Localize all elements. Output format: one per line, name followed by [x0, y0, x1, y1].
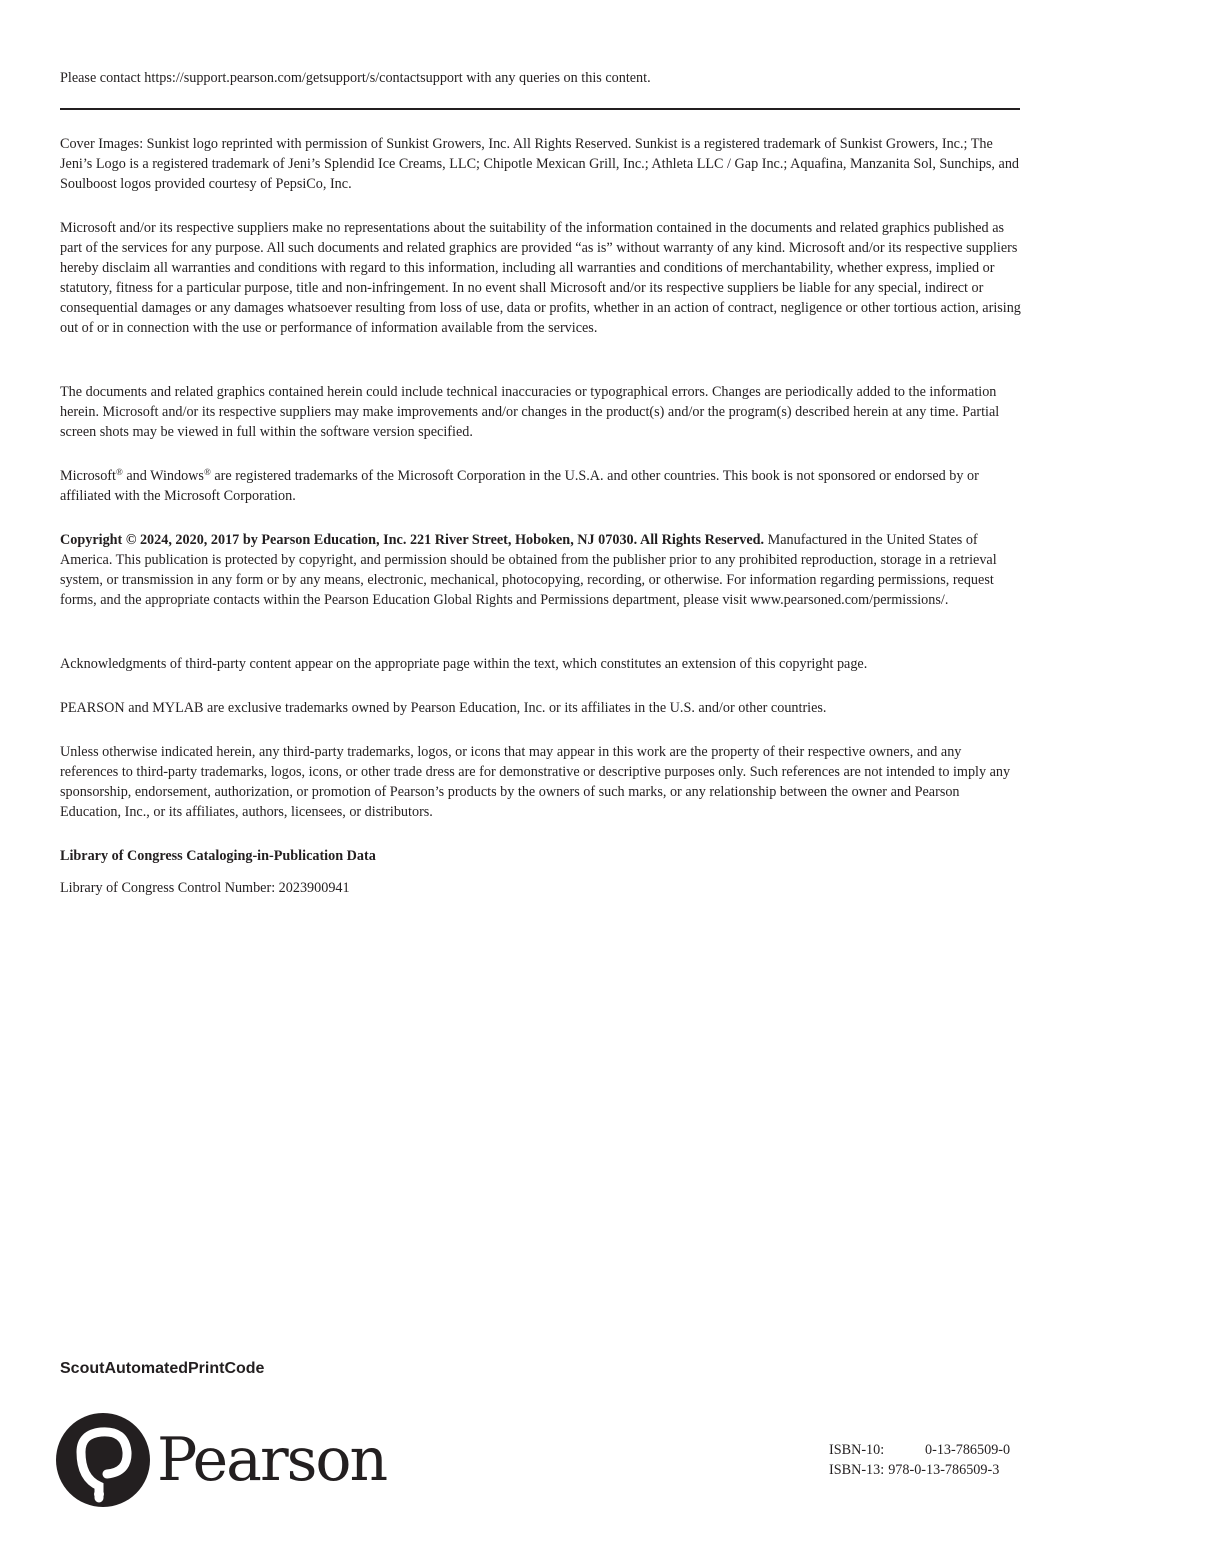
microsoft-disclaimer-paragraph: [60, 218, 1022, 338]
documents-inaccuracies-text: The documents and related graphics contained herein could include technical inaccuracies or typographical errors. Changes are periodically added to the information herein. Microsoft and/or its respective suppliers may make improvements and/or changes in the product(s) and/or the program(s) described herein at any time. Partial screen shots may be viewed in full within the software version specified.: [60, 384, 1000, 440]
registered-mark: ®: [115, 467, 123, 477]
cip-heading-block: [60, 846, 1022, 866]
isbn-10-value: 0-13-786509-0: [925, 1442, 1011, 1458]
trademarks-paragraph: [60, 466, 1022, 506]
copyright-statement: Copyright © 2024, 2020, 2017 by Pearson Education, Inc. 221 River Street, Hoboken, NJ 07030. All Rights Reserved.: [60, 532, 765, 548]
microsoft-disclaimer-text: Microsoft and/or its respective suppliers make no representations about the suitability of the information contained in the documents and related graphics published as part of the services for any purpose. All such documents and related graphics are provided “as is” without warranty of any kind. Microsoft and/or its respective suppliers hereby disclaim all warranties and conditions with regard to this information, including all warranties and conditions of merchantability, whether express, implied or statutory, fitness for a particular purpose, title and non-infringement. In no event shall Microsoft and/or its respective suppliers be liable for any special, indirect or consequential damages or any damages whatsoever resulting from loss of use, data or profits, whether in an action of contract, negligence or other tortious action, arising out of or in connection with the use or performance of information available from the services.: [60, 220, 1021, 336]
print-code: ScoutAutomatedPrintCode: [60, 1360, 265, 1377]
control-number: Library of Congress Control Number: 2023900941: [60, 880, 350, 896]
third-party-text: Unless otherwise indicated herein, any third-party trademarks, logos, or icons that may appear in this work are the property of their respective owners, and any references to third-party trademarks, logos, icons, or other trade dress are for demonstrative or descriptive purposes only. Such references are not intended to imply any sponsorship, endorsement, authorization, or promotion of Pearson’s products by the owners of such marks, or any relationship between the owner and Pearson Education, Inc., or its affiliates, authors, licensees, or distributors.: [60, 744, 1011, 820]
copyright-paragraph: [60, 530, 1022, 610]
cover-images-text: Cover Images: Sunkist logo reprinted with permission of Sunkist Growers, Inc. All Rights Reserved. Sunkist is a registered trademark of Sunkist Growers, Inc.; The Jeni’s Logo is a registered trademark of Jeni’s Splendid Ice Creams, LLC; Chipotle Mexican Grill, Inc.; Athleta LLC / Gap Inc.; Aquafina, Manzanita Sol, Sunchips, and Soulboost logos provided courtesy of PepsiCo, Inc.: [60, 136, 1020, 192]
isbn-block: [829, 1440, 1010, 1480]
pearson-wordmark: Pearson: [157, 1425, 387, 1495]
pearson-trademarks-paragraph: [60, 698, 1022, 718]
isbn-13-label: ISBN-13:: [829, 1462, 885, 1478]
pearson-p-logo-icon: [55, 1412, 151, 1508]
registered-mark: ®: [203, 467, 211, 477]
header-divider: [60, 108, 1020, 110]
microsoft-word: Microsoft: [60, 468, 116, 484]
pearson-trademarks-text: PEARSON and MYLAB are exclusive trademarks owned by Pearson Education, Inc. or its affiliates in the U.S. and/or other countries.: [60, 700, 827, 716]
windows-word: and Windows: [122, 468, 204, 484]
contact-line: [60, 68, 1022, 88]
isbn-10-row: [829, 1440, 1010, 1460]
isbn-13-row: [829, 1460, 1010, 1480]
copyright-text: [60, 530, 1022, 610]
isbn-13-value: 978-0-13-786509-3: [888, 1462, 1000, 1478]
acknowledgments-paragraph: [60, 654, 1022, 674]
control-number-block: [60, 878, 1022, 898]
trademarks-text: [60, 466, 1022, 506]
copyright-rest: Manufactured in the United States of America. This publication is protected by copyright, and permission should be obtained from the publisher prior to any prohibited reproduction, storage in a retrieval system, or transmission in any form or by any means, electronic, mechanical, photocopying, recording, or otherwise. For information regarding permissions, request forms, and the appropriate contacts within the Pearson Education Global Rights and Permissions department, please visit www.pearsoned.com/permissions/.: [60, 532, 997, 608]
trademarks-rest: are registered trademarks of the Microsoft Corporation in the U.S.A. and other countries. This book is not sponsored or endorsed by or affiliated with the Microsoft Corporation.: [60, 468, 979, 504]
cover-images-paragraph: [60, 134, 1022, 194]
acknowledgments-text: Acknowledgments of third-party content appear on the appropriate page within the text, which constitutes an extension of this copyright page.: [60, 656, 868, 672]
cip-heading: Library of Congress Cataloging-in-Publication Data: [60, 848, 376, 864]
third-party-paragraph: [60, 742, 1022, 822]
contact-text: Please contact https://support.pearson.com/getsupport/s/contactsupport with any queries on this content.: [60, 70, 651, 86]
isbn-10-label: ISBN-10:: [829, 1442, 885, 1458]
pearson-logo: [55, 1412, 385, 1508]
documents-inaccuracies-paragraph: [60, 382, 1022, 442]
